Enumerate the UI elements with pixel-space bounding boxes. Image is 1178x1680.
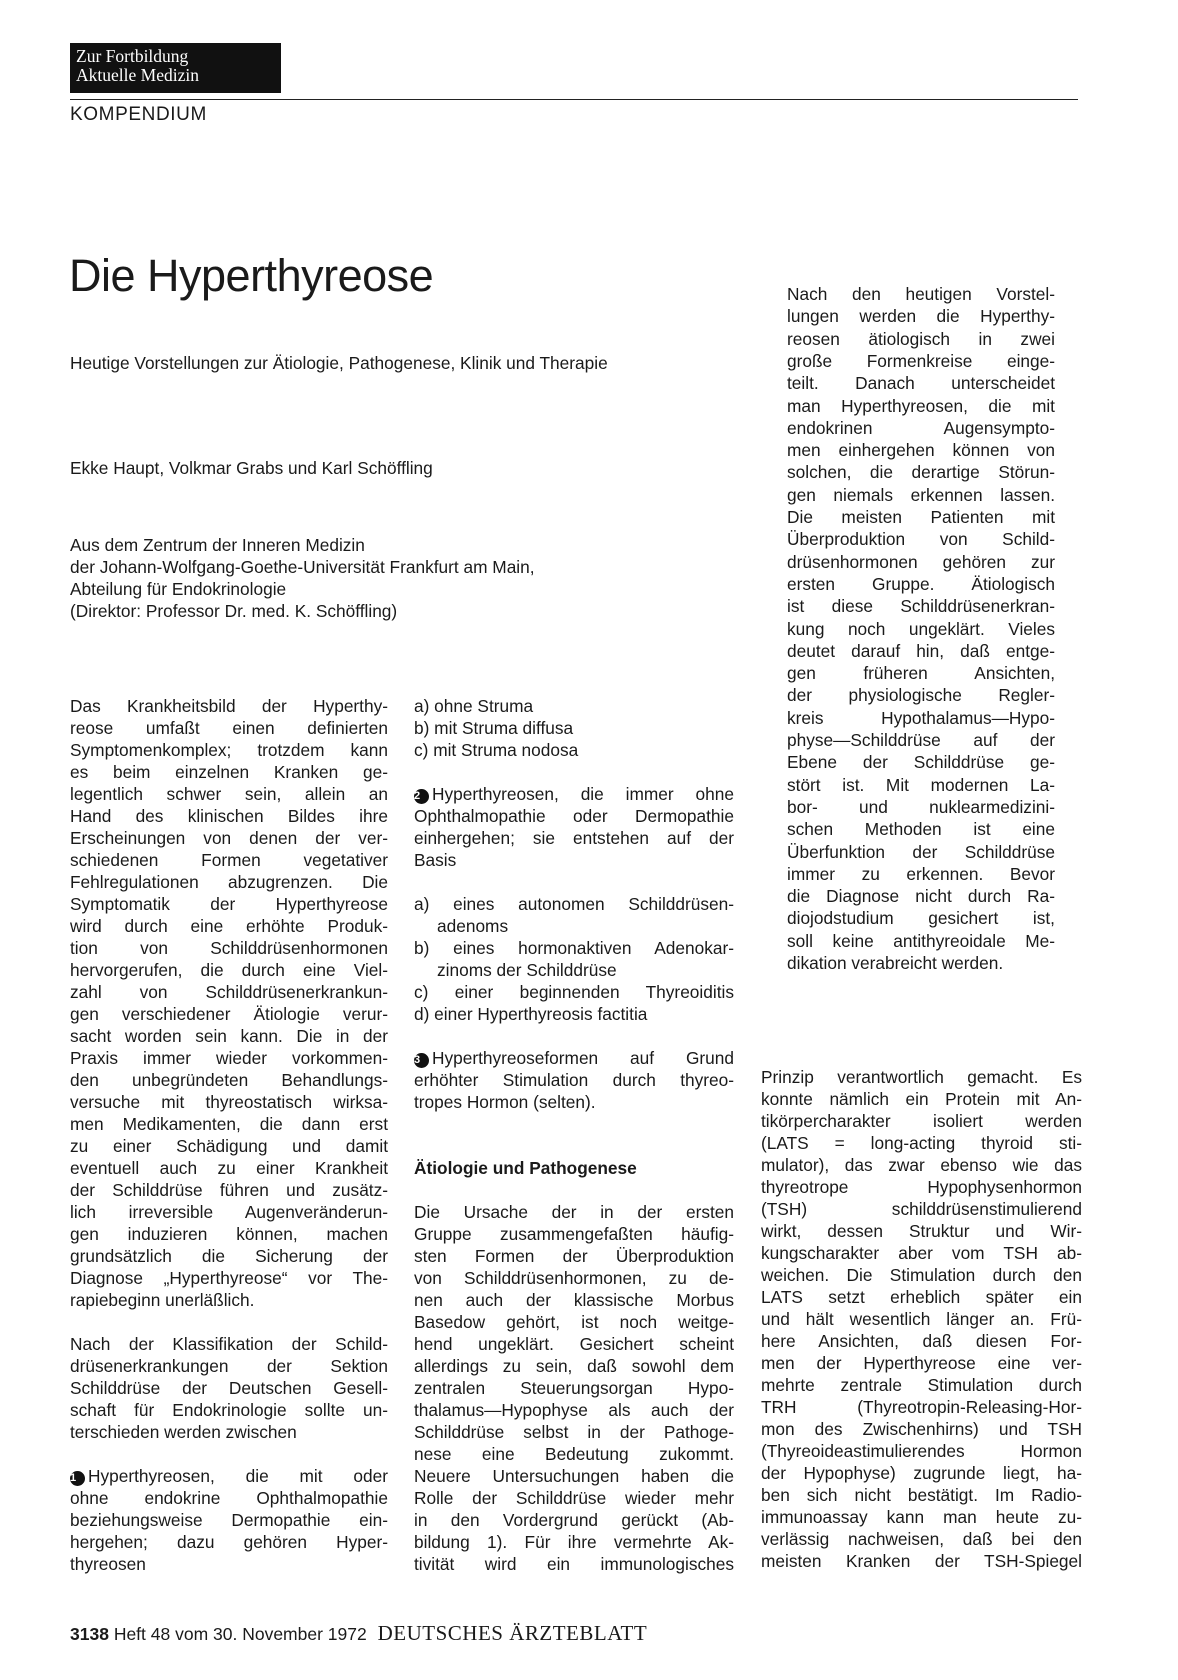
text-line — [414, 1267, 734, 1289]
text-line — [70, 805, 388, 827]
text-line — [70, 1135, 388, 1157]
line-text: b) mit Struma diffusa — [414, 718, 574, 738]
text-line — [414, 1311, 734, 1333]
line-text: Schilddrüse selbst in der Pathoge- — [414, 1422, 734, 1442]
text-line — [414, 1531, 734, 1553]
line-text: Symptomatik der Hyperthyreose — [70, 894, 388, 914]
line-text: gen verschiedener Ätiologie verur- — [70, 1004, 388, 1024]
text-line — [787, 796, 1055, 818]
text-line — [787, 528, 1055, 550]
text-line — [761, 1352, 1082, 1374]
line-text: deutet darauf hin, daß entge- — [787, 640, 1055, 661]
text-line — [414, 1223, 734, 1245]
text-line — [414, 739, 734, 761]
text-line — [414, 1399, 734, 1421]
line-text: legentlich schwer sein, allein an — [70, 784, 388, 804]
text-line — [414, 1333, 734, 1355]
line-text: reose umfaßt einen definierten — [70, 718, 388, 738]
section-heading — [414, 1157, 734, 1179]
line-text: in den Vordergrund gerückt (Ab- — [414, 1510, 734, 1530]
line-text: Überproduktion von Schild- — [787, 529, 1055, 550]
line-text: thalamus—Hypophyse als auch der — [414, 1400, 734, 1420]
line-text: Diagnose „Hyperthyreose“ vor The- — [70, 1268, 388, 1288]
line-text: ist diese Schilddrüsenerkran- — [787, 596, 1055, 617]
line-text: hergehen; dazu gehören Hyper- — [70, 1532, 388, 1552]
text-line — [414, 695, 734, 717]
line-text: den unbegründeten Behandlungs- — [70, 1070, 388, 1090]
line-text: lungen werden die Hyperthy- — [787, 306, 1055, 327]
affiliation-line: (Direktor: Professor Dr. med. K. Schöffling) — [70, 601, 398, 621]
line-text: kung noch ungeklärt. Vieles — [787, 618, 1055, 639]
line-text: einhergehen; sie entstehen auf der — [414, 828, 734, 848]
badge-line-1: Zur Fortbildung — [76, 46, 189, 66]
line-text: gen früheren Ansichten, — [787, 663, 1055, 684]
page-number: 3138 — [70, 1624, 109, 1644]
line-text: zu einer Schädigung und damit — [70, 1136, 388, 1156]
text-line — [787, 283, 1055, 305]
text-line — [787, 305, 1055, 327]
line-text: wird durch eine erhöhte Produk- — [70, 916, 388, 936]
text-line — [70, 827, 388, 849]
text-line — [761, 1198, 1082, 1220]
text-line — [70, 761, 388, 783]
text-line — [761, 1264, 1082, 1286]
line-text: Das Krankheitsbild der Hyperthy- — [70, 696, 388, 716]
text-line — [70, 981, 388, 1003]
line-text: LATS setzt erheblich später ein — [761, 1287, 1082, 1307]
text-line — [787, 395, 1055, 417]
text-line — [787, 595, 1055, 617]
line-text: men einhergehen können von — [787, 440, 1055, 461]
line-text: Ophthalmopathie oder Dermopathie — [414, 806, 734, 826]
article-subtitle: Heutige Vorstellungen zur Ätiologie, Pathogenese, Klinik und Therapie — [70, 353, 608, 373]
text-line — [761, 1286, 1082, 1308]
text-line — [414, 915, 734, 937]
line-text: und hält wesentlich länger an. Frü- — [761, 1309, 1082, 1329]
line-text: gen niemals erkennen lassen. — [787, 484, 1055, 505]
text-line — [787, 952, 1055, 974]
line-text: diojodstudium gesichert ist, — [787, 908, 1055, 929]
text-line — [787, 439, 1055, 461]
line-text: Die Ursache der in der ersten — [414, 1202, 734, 1222]
line-text: physe—Schilddrüse auf der — [787, 730, 1055, 750]
line-text: weichen. Die Stimulation durch den — [761, 1265, 1082, 1285]
text-line — [70, 739, 388, 761]
line-text: es beim einzelnen Kranken ge- — [70, 762, 388, 782]
text-line — [70, 1003, 388, 1025]
line-text: ben sich nicht bestätigt. Im Radio- — [761, 1485, 1082, 1505]
line-text: Ätiologie und Pathogenese — [414, 1158, 637, 1178]
line-text: hervorgerufen, die durch eine Viel- — [70, 960, 388, 980]
line-text: Rolle der Schilddrüse wieder mehr — [414, 1488, 734, 1508]
line-text: tropes Hormon (selten). — [414, 1092, 596, 1112]
line-text: Nach den heutigen Vorstel- — [787, 284, 1055, 304]
text-line — [787, 684, 1055, 706]
text-line — [787, 751, 1055, 773]
text-line — [70, 1091, 388, 1113]
line-text: Basis — [414, 850, 457, 870]
line-text: rapiebeginn unerläßlich. — [70, 1290, 255, 1310]
line-text: zentralen Steuerungsorgan Hypo- — [414, 1378, 734, 1398]
text-line — [70, 1421, 388, 1443]
text-line — [70, 1465, 388, 1487]
line-text: tikörpercharakter isoliert werden — [761, 1111, 1082, 1131]
text-line — [70, 1487, 388, 1509]
line-text: konnte nämlich ein Protein mit An- — [761, 1089, 1082, 1109]
text-line — [414, 1047, 734, 1069]
text-line — [70, 937, 388, 959]
text-line — [761, 1220, 1082, 1242]
line-text: drüsenerkrankungen der Sektion — [70, 1356, 388, 1376]
text-line — [787, 551, 1055, 573]
line-text: der Schilddrüse führen und zusätz- — [70, 1180, 388, 1200]
line-text: Prinzip verantwortlich gemacht. Es — [761, 1067, 1082, 1087]
text-line — [787, 841, 1055, 863]
text-line — [70, 1245, 388, 1267]
line-text: der physiologische Regler- — [787, 685, 1055, 706]
line-text: reosen ätiologisch in zwei — [787, 328, 1055, 349]
text-line — [761, 1440, 1082, 1462]
line-text: Neuere Untersuchungen haben die — [414, 1466, 734, 1486]
text-line — [414, 849, 734, 871]
line-text: wirkt, dessen Struktur und Wir- — [761, 1221, 1082, 1241]
line-text: sacht worden sein kann. Die in der — [70, 1026, 388, 1046]
line-text: tion von Schilddrüsenhormonen — [70, 938, 388, 958]
line-text: Hyperthyreosen, die immer ohne — [432, 784, 734, 804]
line-text: men der Hyperthyreose eine ver- — [761, 1353, 1082, 1373]
text-line — [787, 707, 1055, 729]
line-text: men Medikamenten, die dann erst — [70, 1114, 388, 1134]
line-text: Praxis immer wieder vorkommen- — [70, 1048, 388, 1068]
text-line — [70, 1179, 388, 1201]
line-text: Hand des klinischen Bildes ihre — [70, 806, 388, 826]
text-line — [70, 1377, 388, 1399]
text-line — [787, 484, 1055, 506]
text-line — [70, 915, 388, 937]
line-text: von Schilddrüsenhormonen, zu de- — [414, 1268, 734, 1288]
line-text: schaft für Endokrinologie sollte un- — [70, 1400, 388, 1420]
text-line — [787, 818, 1055, 840]
line-text: schen Methoden ist eine — [787, 819, 1055, 840]
text-line — [70, 1509, 388, 1531]
section-label: KOMPENDIUM — [70, 104, 207, 125]
text-line — [787, 907, 1055, 929]
text-line — [787, 930, 1055, 952]
line-text: lich irreversible Augenveränderun- — [70, 1202, 388, 1222]
line-text: thyreosen — [70, 1554, 146, 1574]
line-text: grundsätzlich die Sicherung der — [70, 1246, 388, 1266]
text-line — [761, 1528, 1082, 1550]
text-line — [761, 1330, 1082, 1352]
line-text: gen induzieren können, machen — [70, 1224, 388, 1244]
text-line — [787, 863, 1055, 885]
line-text: hend ungeklärt. Gesichert scheint — [414, 1334, 734, 1354]
line-text: endokrinen Augensympto- — [787, 417, 1055, 438]
text-line — [414, 1509, 734, 1531]
text-line — [414, 1465, 734, 1487]
line-text: b) eines hormonaktiven Adenokar- — [414, 938, 734, 958]
line-text: drüsenhormonen gehören zur — [787, 551, 1055, 572]
line-text: ohne endokrine Ophthalmopathie — [70, 1488, 388, 1508]
line-text: (TSH) schilddrüsenstimulierend — [761, 1199, 1082, 1219]
text-line — [414, 1355, 734, 1377]
journal-name: DEUTSCHES ÄRZTEBLATT — [377, 1621, 648, 1645]
text-line — [414, 1553, 734, 1575]
text-line — [70, 1069, 388, 1091]
text-line — [414, 1245, 734, 1267]
text-line — [761, 1176, 1082, 1198]
text-line — [414, 827, 734, 849]
text-line — [761, 1396, 1082, 1418]
line-text: schiedenen Formen vegetativer — [70, 850, 388, 870]
line-text: soll keine antithyreoidale Me- — [787, 930, 1055, 951]
line-text: meisten Kranken der TSH-Spiegel — [761, 1551, 1082, 1571]
text-line — [70, 893, 388, 915]
text-line — [70, 783, 388, 805]
text-line — [761, 1374, 1082, 1396]
line-text: Fehlregulationen abzugrenzen. Die — [70, 872, 388, 892]
text-line — [787, 350, 1055, 372]
line-text: nese eine Bedeutung zukommt. — [414, 1444, 734, 1464]
text-line — [70, 1267, 388, 1289]
line-text: allerdings zu sein, daß sowohl dem — [414, 1356, 734, 1376]
line-text: Ebene der Schilddrüse ge- — [787, 752, 1055, 773]
line-text: Hyperthyreoseformen auf Grund — [432, 1048, 734, 1068]
line-text: große Formenkreise einge- — [787, 350, 1055, 371]
line-text: adenoms — [437, 916, 509, 936]
text-line — [70, 1333, 388, 1355]
text-line — [761, 1088, 1082, 1110]
line-text: kreis Hypothalamus—Hypo- — [787, 707, 1055, 728]
line-text: Basedow gehört, ist noch weitge- — [414, 1312, 734, 1332]
text-line — [70, 1047, 388, 1069]
line-text: TRH (Thyreotropin-Releasing-Hor- — [761, 1397, 1082, 1417]
line-text: Hyperthyreosen, die mit oder — [88, 1466, 388, 1486]
text-line — [787, 372, 1055, 394]
text-line — [414, 1289, 734, 1311]
line-text: sten Formen der Überproduktion — [414, 1246, 734, 1266]
line-text: Gruppe zusammengefaßten häufig- — [414, 1224, 734, 1244]
line-text: nen auch der klassische Morbus — [414, 1290, 734, 1310]
text-line — [414, 893, 734, 915]
text-line — [70, 1553, 388, 1575]
text-line — [761, 1110, 1082, 1132]
affiliation-line: Abteilung für Endokrinologie — [70, 579, 287, 599]
text-line — [414, 805, 734, 827]
text-line — [414, 1069, 734, 1091]
text-line — [70, 1201, 388, 1223]
article-affiliation — [70, 534, 535, 622]
line-text: immer zu erkennen. Bevor — [787, 863, 1055, 884]
line-text: eventuell auch zu einer Krankheit — [70, 1158, 388, 1178]
line-text: c) mit Struma nodosa — [414, 740, 579, 760]
text-line — [414, 1003, 734, 1025]
line-text: (LATS = long-acting thyroid sti- — [761, 1133, 1082, 1153]
line-text: d) einer Hyperthyreosis factitia — [414, 1004, 648, 1024]
line-text: here Ansichten, daß diesen For- — [761, 1331, 1082, 1351]
text-line — [414, 1487, 734, 1509]
numbered-bullet-icon: 2 — [414, 789, 429, 804]
line-text: bildung 1). Für ihre vermehrte Ak- — [414, 1532, 734, 1552]
text-line — [414, 783, 734, 805]
text-line — [70, 1399, 388, 1421]
line-text: Überfunktion der Schilddrüse — [787, 841, 1055, 862]
affiliation-line: der Johann-Wolfgang-Goethe-Universität Frankfurt am Main, — [70, 557, 535, 577]
line-text: (Thyreoideastimulierendes Hormon — [761, 1441, 1082, 1461]
text-line — [70, 717, 388, 739]
header-rule — [70, 99, 1078, 100]
line-text: thyreotrope Hypophysenhormon — [761, 1177, 1082, 1197]
line-text: Die meisten Patienten mit — [787, 507, 1055, 527]
line-text: bor- und nuklearmedizini- — [787, 796, 1055, 817]
text-line — [70, 1157, 388, 1179]
line-text: a) ohne Struma — [414, 696, 534, 716]
text-line — [414, 937, 734, 959]
text-line — [787, 573, 1055, 595]
text-line — [761, 1066, 1082, 1088]
text-line — [414, 1443, 734, 1465]
text-line — [414, 981, 734, 1003]
article-title: Die Hyperthyreose — [69, 250, 434, 301]
text-line — [70, 1531, 388, 1553]
text-line — [787, 885, 1055, 907]
text-line — [761, 1308, 1082, 1330]
text-line — [761, 1154, 1082, 1176]
line-text: kungscharakter aber vom TSH ab- — [761, 1243, 1082, 1263]
line-text: versuche mit thyreostatisch wirksa- — [70, 1092, 388, 1112]
line-text: Schilddrüse der Deutschen Gesell- — [70, 1378, 388, 1398]
text-line — [414, 959, 734, 981]
line-text: Erscheinungen von denen der ver- — [70, 828, 388, 848]
line-text: ersten Gruppe. Ätiologisch — [787, 573, 1055, 594]
line-text: zahl von Schilddrüsenerkrankun- — [70, 982, 388, 1002]
text-line — [761, 1132, 1082, 1154]
text-line — [414, 1201, 734, 1223]
text-line — [70, 1113, 388, 1135]
line-text: teilt. Danach unterscheidet — [787, 373, 1055, 394]
text-line — [414, 1377, 734, 1399]
line-text: beziehungsweise Dermopathie ein- — [70, 1510, 388, 1530]
text-line — [70, 1289, 388, 1311]
line-text: a) eines autonomen Schilddrüsen- — [414, 894, 734, 914]
text-line — [787, 506, 1055, 528]
text-line — [70, 849, 388, 871]
line-text: terschieden werden zwischen — [70, 1422, 297, 1442]
line-text: die Diagnose nicht durch Ra- — [787, 886, 1055, 907]
line-text: man Hyperthyreosen, die mit — [787, 395, 1055, 416]
numbered-bullet-icon: 3 — [414, 1053, 429, 1068]
line-text: der Hypophyse) zugrunde liegt, ha- — [761, 1463, 1082, 1483]
text-line — [761, 1484, 1082, 1506]
issue-info: Heft 48 vom 30. November 1972 — [113, 1624, 367, 1644]
page-footer — [70, 1621, 647, 1646]
line-text: erhöhter Stimulation durch thyreo- — [414, 1070, 734, 1090]
text-line — [787, 328, 1055, 350]
text-line — [761, 1462, 1082, 1484]
line-text: immunoassay kann man heute zu- — [761, 1507, 1082, 1527]
line-text: dikation verabreicht werden. — [787, 953, 1004, 973]
text-line — [761, 1550, 1082, 1572]
text-line — [414, 1091, 734, 1113]
line-text: mulator), das zwar ebenso wie das — [761, 1155, 1082, 1175]
section-badge — [70, 43, 281, 93]
text-line — [70, 959, 388, 981]
line-text: mehrte zentrale Stimulation durch — [761, 1375, 1082, 1395]
line-text: c) einer beginnenden Thyreoiditis — [414, 982, 734, 1002]
text-line — [761, 1506, 1082, 1528]
text-line — [70, 1355, 388, 1377]
text-line — [761, 1242, 1082, 1264]
text-line — [761, 1418, 1082, 1440]
text-line — [70, 871, 388, 893]
article-authors: Ekke Haupt, Volkmar Grabs und Karl Schöffling — [70, 458, 433, 478]
text-line — [70, 695, 388, 717]
line-text: Nach der Klassifikation der Schild- — [70, 1334, 388, 1354]
text-line — [414, 1421, 734, 1443]
line-text: solchen, die derartige Störun- — [787, 462, 1055, 483]
line-text: zinoms der Schilddrüse — [437, 960, 617, 980]
text-line — [414, 717, 734, 739]
affiliation-line: Aus dem Zentrum der Inneren Medizin — [70, 535, 365, 555]
line-text: verlässig nachweisen, daß bei den — [761, 1529, 1082, 1549]
numbered-bullet-icon: 1 — [70, 1471, 85, 1486]
text-line — [70, 1223, 388, 1245]
text-line — [787, 640, 1055, 662]
text-line — [787, 662, 1055, 684]
text-line — [787, 729, 1055, 751]
text-line — [787, 417, 1055, 439]
text-line — [787, 618, 1055, 640]
line-text: stört ist. Mit modernen La- — [787, 774, 1055, 795]
line-text: Symptomenkomplex; trotzdem kann — [70, 740, 388, 760]
text-line — [70, 1025, 388, 1047]
line-text: mon des Zwischenhirns) und TSH — [761, 1419, 1082, 1439]
badge-line-2: Aktuelle Medizin — [76, 65, 199, 85]
text-line — [787, 774, 1055, 796]
text-line — [787, 461, 1055, 483]
line-text: tivität wird ein immunologisches — [414, 1554, 734, 1574]
